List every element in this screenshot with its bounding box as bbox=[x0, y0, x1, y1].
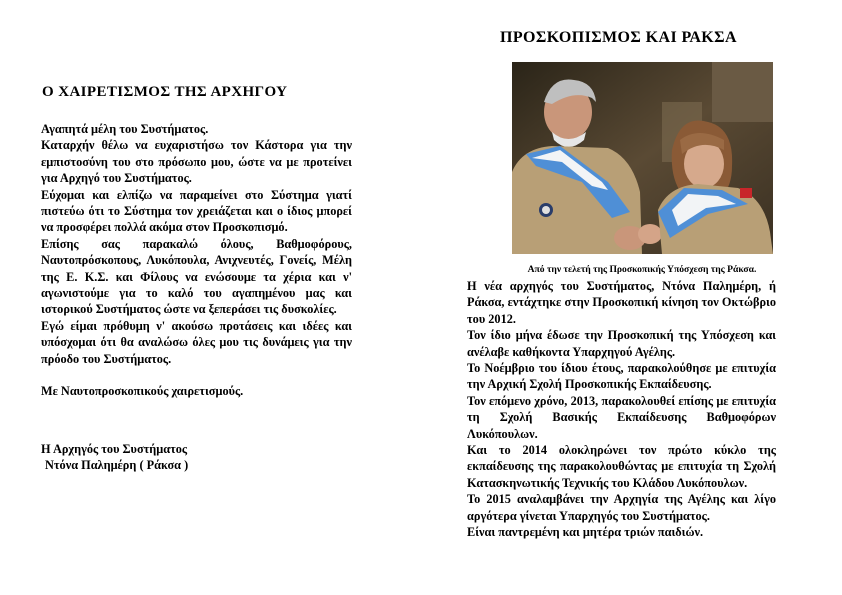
biography-body bbox=[467, 278, 776, 541]
letter-paragraph: Καταρχήν θέλω να ευχαριστήσω τον Κάστορα για την εμπιστοσύνη του στο πρόσωπο μου, ώστε να με προτείνει για Αρχηγό του Συστήματος. bbox=[41, 138, 352, 186]
left-page-title: Ο ΧΑΙΡΕΤΙΣΜΟΣ ΤΗΣ ΑΡΧΗΓΟΥ bbox=[42, 84, 288, 100]
greeting-letter-body bbox=[41, 121, 352, 400]
right-page-title: ΠΡΟΣΚΟΠΙΣΜΟΣ ΚΑΙ ΡΑΚΣΑ bbox=[500, 29, 737, 46]
biography-paragraph: Τον επόμενο χρόνο, 2013, παρακολουθεί επίσης με επιτυχία τη Σχολή Βασικής Εκπαίδευσης Βαθμοφόρων Λυκόπουλων. bbox=[467, 393, 776, 441]
biography-paragraph: Τον ίδιο μήνα έδωσε την Προσκοπική της Υπόσχεση και ανέλαβε καθήκοντα Υπαρχηγού Αγέλης. bbox=[467, 328, 776, 359]
letter-paragraph: Εύχομαι και ελπίζω να παραμείνει στο Σύστημα γιατί πιστεύω ότι το Σύστημα τον χρειάζεται και ο ίδιος μπορεί να προσφέρει πολλά ακόμα στον Προσκοπισμό. bbox=[41, 187, 352, 235]
ceremony-photo bbox=[512, 62, 773, 254]
biography-paragraph: Το Νοέμβριο του ίδιου έτους, παρακολούθησε με επιτυχία την Αρχική Σχολή Προσκοπικής Εκπαίδευσης. bbox=[467, 361, 776, 392]
letter-paragraph: Επίσης σας παρακαλώ όλους, Βαθμοφόρους, Ναυτοπρόσκοπους, Λυκόπουλα, Ανιχνευτές, Γονείς, Μέλη της Ε. Κ.Σ. και Φίλους να ενώσουμε τα χέρια και ν' αγωνιστούμε για το καλό του αγαπημένου μας και ιστορικού Συστήματος ώστε να ξεπεράσει τις δυσκολίες. bbox=[41, 236, 352, 317]
biography-paragraph: Είναι παντρεμένη και μητέρα τριών παιδιών. bbox=[467, 525, 704, 540]
signature-block bbox=[41, 441, 361, 474]
blank-line bbox=[41, 367, 352, 383]
letter-closing: Με Ναυτοπροσκοπικούς χαιρετισμούς. bbox=[41, 384, 244, 399]
ceremony-photo-illustration bbox=[512, 62, 773, 254]
signature-role: Η Αρχηγός του Συστήματος bbox=[41, 442, 188, 456]
letter-paragraph: Αγαπητά μέλη του Συστήματος. bbox=[41, 122, 209, 136]
biography-paragraph: Και το 2014 ολοκληρώνει τον πρώτο κύκλο της εκπαίδευσης της παρακολουθώντας με επιτυχία τη Σχολή Κατασκηνωτικής Τεχνικής του Κλάδου Λυκόπουλων. bbox=[467, 443, 776, 490]
letter-paragraph: Εγώ είμαι πρόθυμη ν' ακούσω προτάσεις και ιδέες και υπόσχομαι ότι θα αναλώσω όλες μου τις δυνάμεις για την πρόοδο του Συστήματος. bbox=[41, 318, 352, 366]
photo-caption: Από την τελετή της Προσκοπικής Υπόσχεση της Ράκσα. bbox=[527, 264, 757, 275]
signature-name: Ντόνα Παλημέρη ( Ράκσα ) bbox=[45, 458, 189, 473]
biography-paragraph: Το 2015 αναλαμβάνει την Αρχηγία της Αγέλης και λίγο αργότερα γίνεται Υπαρχηγός του Συστήματος. bbox=[467, 492, 776, 523]
biography-paragraph: Η νέα αρχηγός του Συστήματος, Ντόνα Παλημέρη, ή Ράκσα, εντάχτηκε στην Προσκοπική κίνηση τον Οκτώβριο του 2012. bbox=[467, 279, 776, 326]
